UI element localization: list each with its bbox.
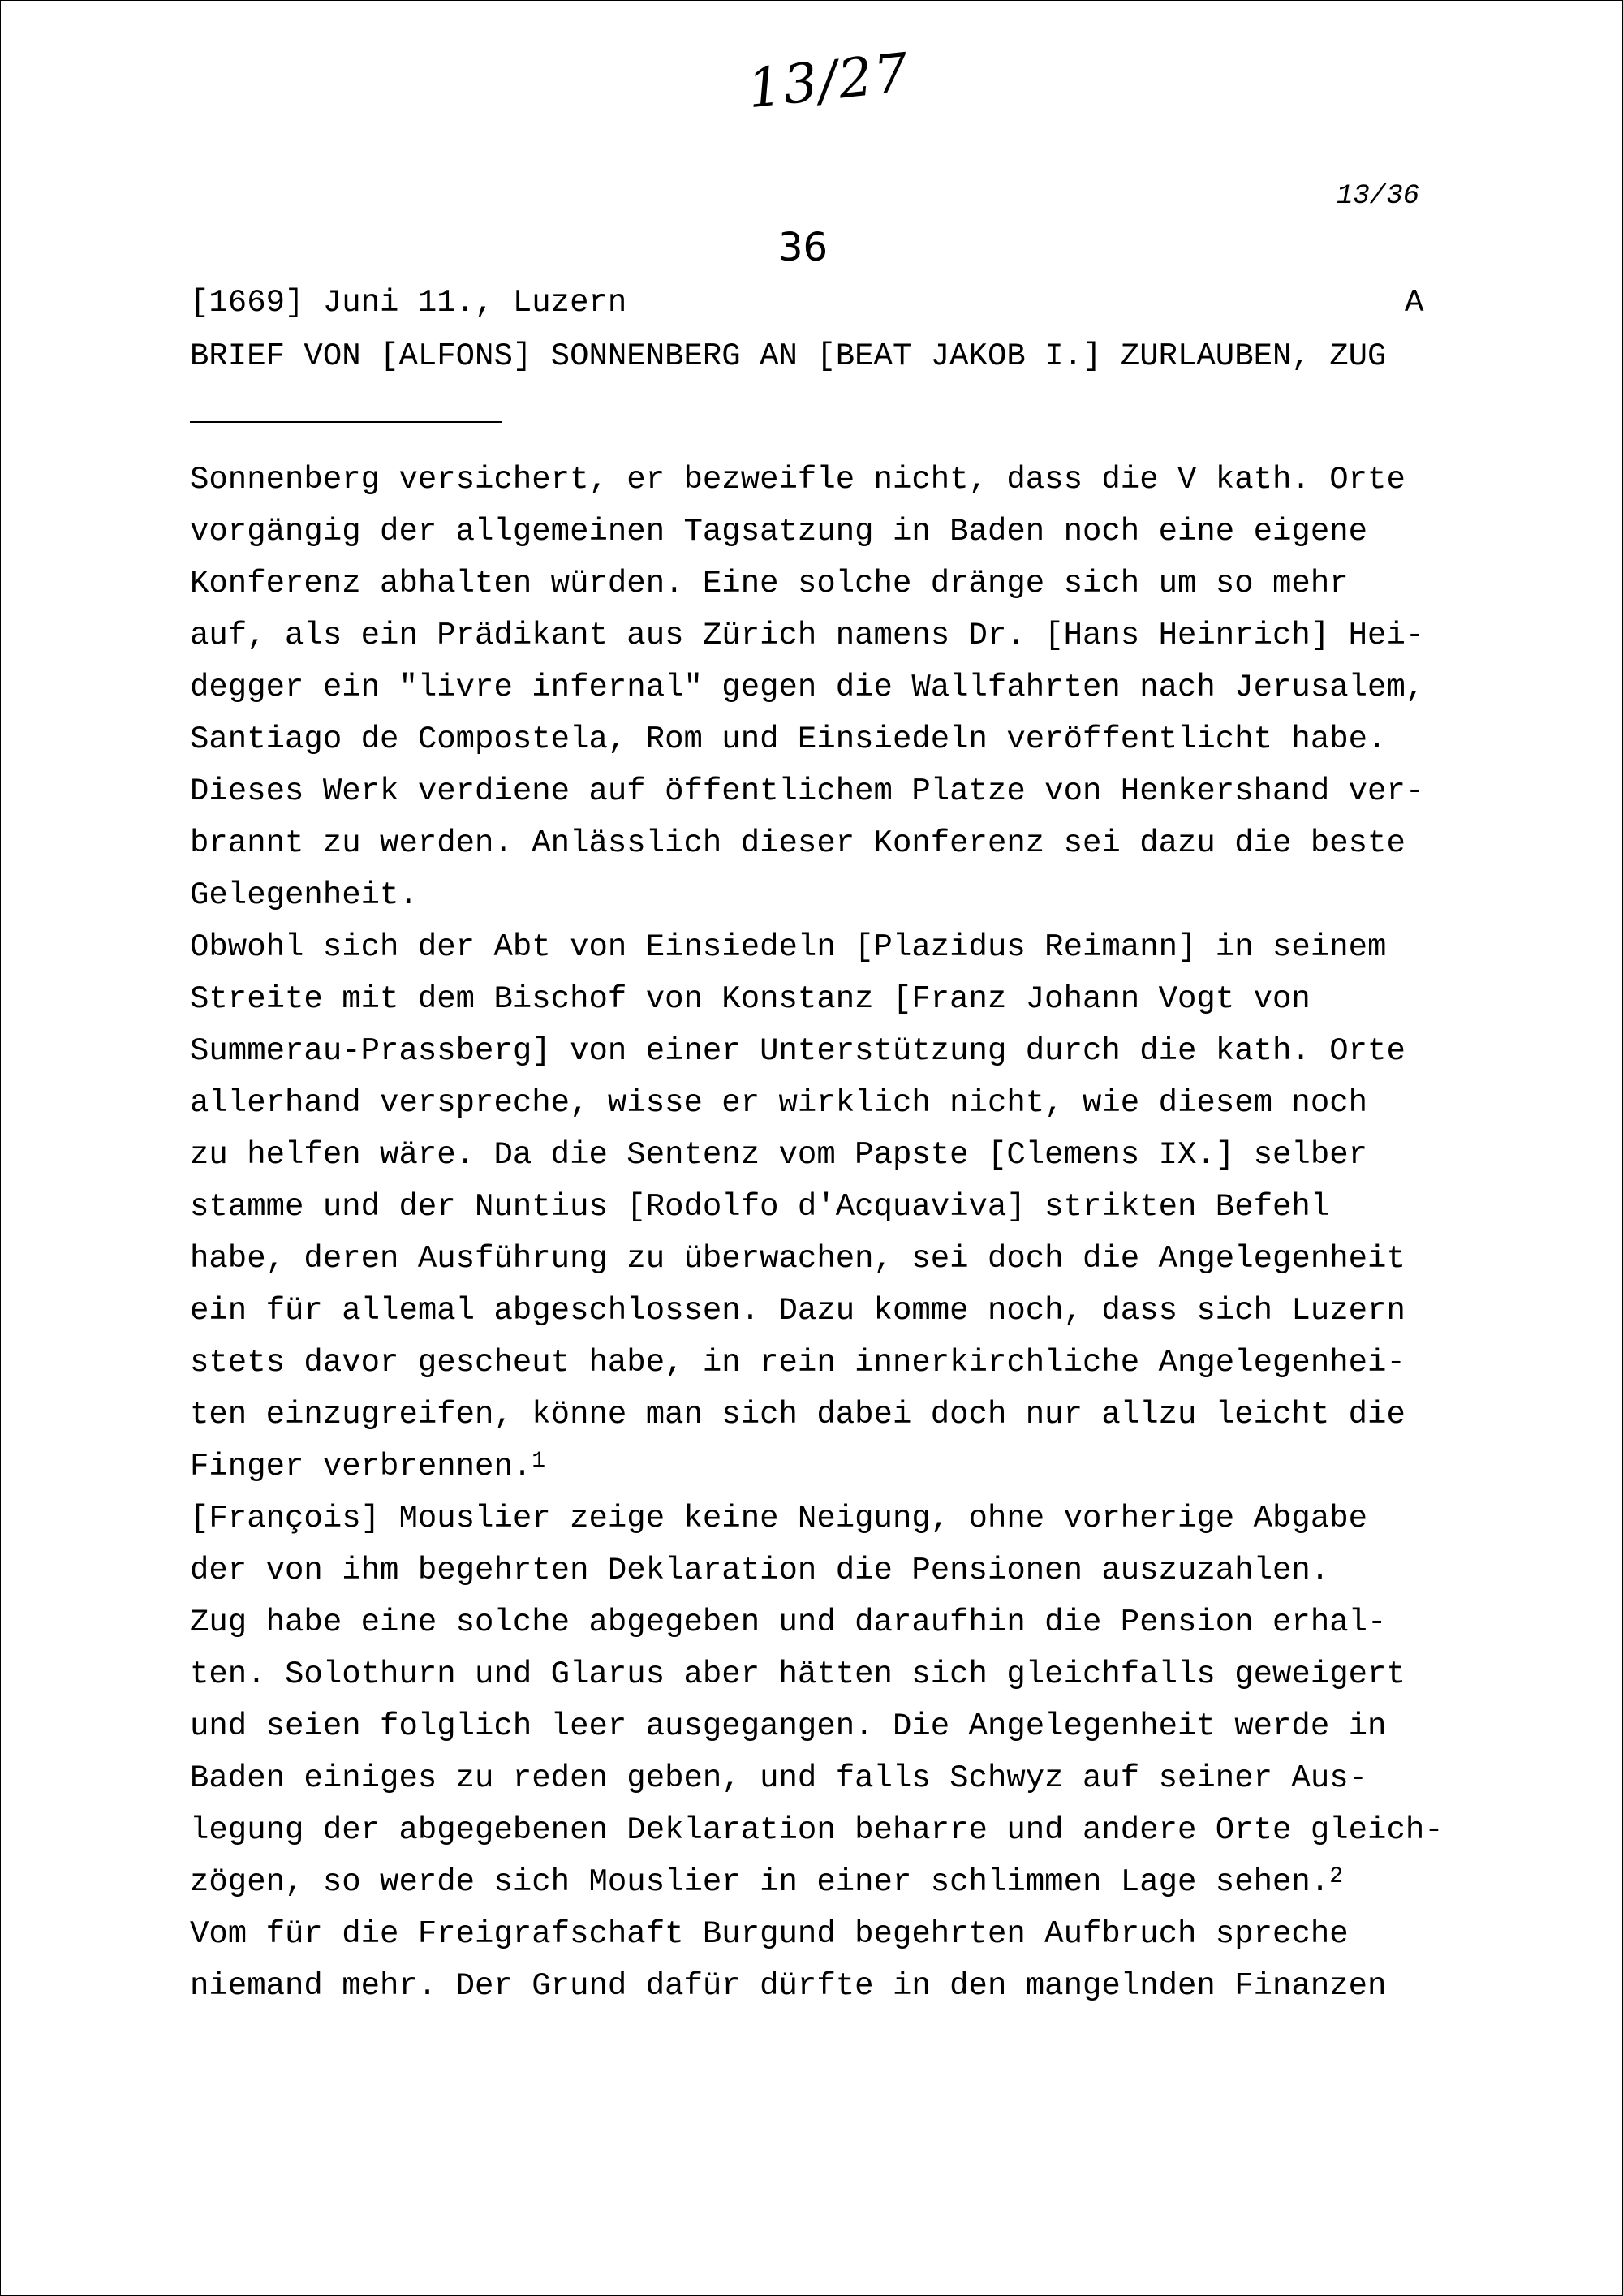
body-text (190, 460, 1602, 2018)
text-line (190, 1966, 1602, 2018)
text-line (190, 1499, 1602, 1551)
line-text: degger ein "livre infernal" gegen die Wallfahrten nach Jerusalem, (190, 670, 1425, 705)
text-line (190, 1551, 1602, 1603)
text-line (190, 1863, 1602, 1915)
line-text: der von ihm begehrten Deklaration die Pensionen auszuzahlen. (190, 1553, 1330, 1588)
line-text: Obwohl sich der Abt von Einsiedeln [Plazidus Reimann] in seinem (190, 929, 1387, 965)
line-text: Finger verbrennen. (190, 1449, 532, 1484)
text-line (190, 928, 1602, 980)
line-text: ein für allemal abgeschlossen. Dazu komme noch, dass sich Luzern (190, 1293, 1406, 1329)
line-text: und seien folglich leer ausgegangen. Die Angelegenheit werde in (190, 1708, 1387, 1744)
line-text: auf, als ein Prädikant aus Zürich namens Dr. [Hans Heinrich] Hei- (190, 618, 1425, 653)
text-line (190, 564, 1602, 616)
text-line (190, 1811, 1602, 1863)
line-text: brannt zu werden. Anlässlich dieser Konferenz sei dazu die beste (190, 825, 1406, 861)
line-text: vorgängig der allgemeinen Tagsatzung in Baden noch eine eigene (190, 514, 1368, 549)
line-text: Summerau-Prassberg] von einer Unterstützung durch die kath. Orte (190, 1033, 1406, 1069)
text-line (190, 616, 1602, 668)
text-line (190, 1187, 1602, 1239)
line-text: [François] Mouslier zeige keine Neigung, ohne vorherige Abgabe (190, 1501, 1368, 1536)
line-text: Streite mit dem Bischof von Konstanz [Franz Johann Vogt von (190, 981, 1311, 1017)
line-text: allerhand verspreche, wisse er wirklich nicht, wie diesem noch (190, 1085, 1368, 1121)
line-text: legung der abgegebenen Deklaration beharre und andere Orte gleich- (190, 1812, 1444, 1848)
text-line (190, 1291, 1602, 1343)
text-line (190, 1343, 1602, 1395)
marker-letter: A (1405, 285, 1424, 321)
text-line (190, 980, 1602, 1032)
line-text: Sonnenberg versichert, er bezweifle nicht, dass die V kath. Orte (190, 462, 1406, 498)
line-text: Dieses Werk verdiene auf öffentlichem Platze von Henkershand ver- (190, 773, 1425, 809)
text-line (190, 720, 1602, 772)
text-line (190, 876, 1602, 928)
document-number: 36 (778, 225, 829, 270)
line-text: Santiago de Compostela, Rom und Einsiedeln veröffentlicht habe. (190, 722, 1387, 757)
line-text: Konferenz abhalten würden. Eine solche dränge sich um so mehr (190, 566, 1349, 601)
line-text: Vom für die Freigrafschaft Burgund begehrten Aufbruch spreche (190, 1916, 1349, 1952)
text-line (190, 1655, 1602, 1707)
text-line (190, 1447, 1602, 1499)
line-text: Gelegenheit. (190, 877, 418, 913)
text-line (190, 1083, 1602, 1135)
text-line (190, 1239, 1602, 1291)
line-text: niemand mehr. Der Grund dafür dürfte in den mangelnden Finanzen (190, 1968, 1387, 2004)
line-text: Zug habe eine solche abgegeben und daraufhin die Pension erhal- (190, 1605, 1387, 1640)
line-text: zögen, so werde sich Mouslier in einer schlimmen Lage sehen. (190, 1864, 1330, 1900)
line-text: stamme und der Nuntius [Rodolfo d'Acquaviva] strikten Befehl (190, 1189, 1330, 1225)
date-place-line: [1669] Juni 11., Luzern (190, 285, 627, 321)
text-line (190, 1395, 1602, 1447)
text-line (190, 1135, 1602, 1187)
text-line (190, 1603, 1602, 1655)
text-line (190, 1759, 1602, 1811)
document-heading: BRIEF VON [ALFONS] SONNENBERG AN [BEAT JAKOB I.] ZURLAUBEN, ZUG (190, 338, 1387, 374)
footnote-marker: 1 (532, 1449, 546, 1474)
text-line (190, 668, 1602, 720)
heading-divider (190, 421, 502, 423)
text-line (190, 512, 1602, 564)
line-text: ten. Solothurn und Glarus aber hätten sich gleichfalls geweigert (190, 1656, 1406, 1692)
line-text: zu helfen wäre. Da die Sentenz vom Papste [Clemens IX.] selber (190, 1137, 1368, 1173)
handwritten-annotation: 13/27 (744, 41, 913, 121)
text-line (190, 772, 1602, 824)
page-reference: 13/36 (1337, 181, 1420, 212)
line-text: Baden einiges zu reden geben, und falls Schwyz auf seiner Aus- (190, 1760, 1368, 1796)
line-text: habe, deren Ausführung zu überwachen, sei doch die Angelegenheit (190, 1241, 1406, 1277)
line-text: ten einzugreifen, könne man sich dabei doch nur allzu leicht die (190, 1397, 1406, 1432)
text-line (190, 824, 1602, 876)
text-line (190, 1707, 1602, 1759)
text-line (190, 460, 1602, 512)
text-line (190, 1915, 1602, 1966)
footnote-marker: 2 (1329, 1864, 1344, 1889)
line-text: stets davor gescheut habe, in rein innerkirchliche Angelegenhei- (190, 1345, 1406, 1381)
text-line (190, 1032, 1602, 1083)
